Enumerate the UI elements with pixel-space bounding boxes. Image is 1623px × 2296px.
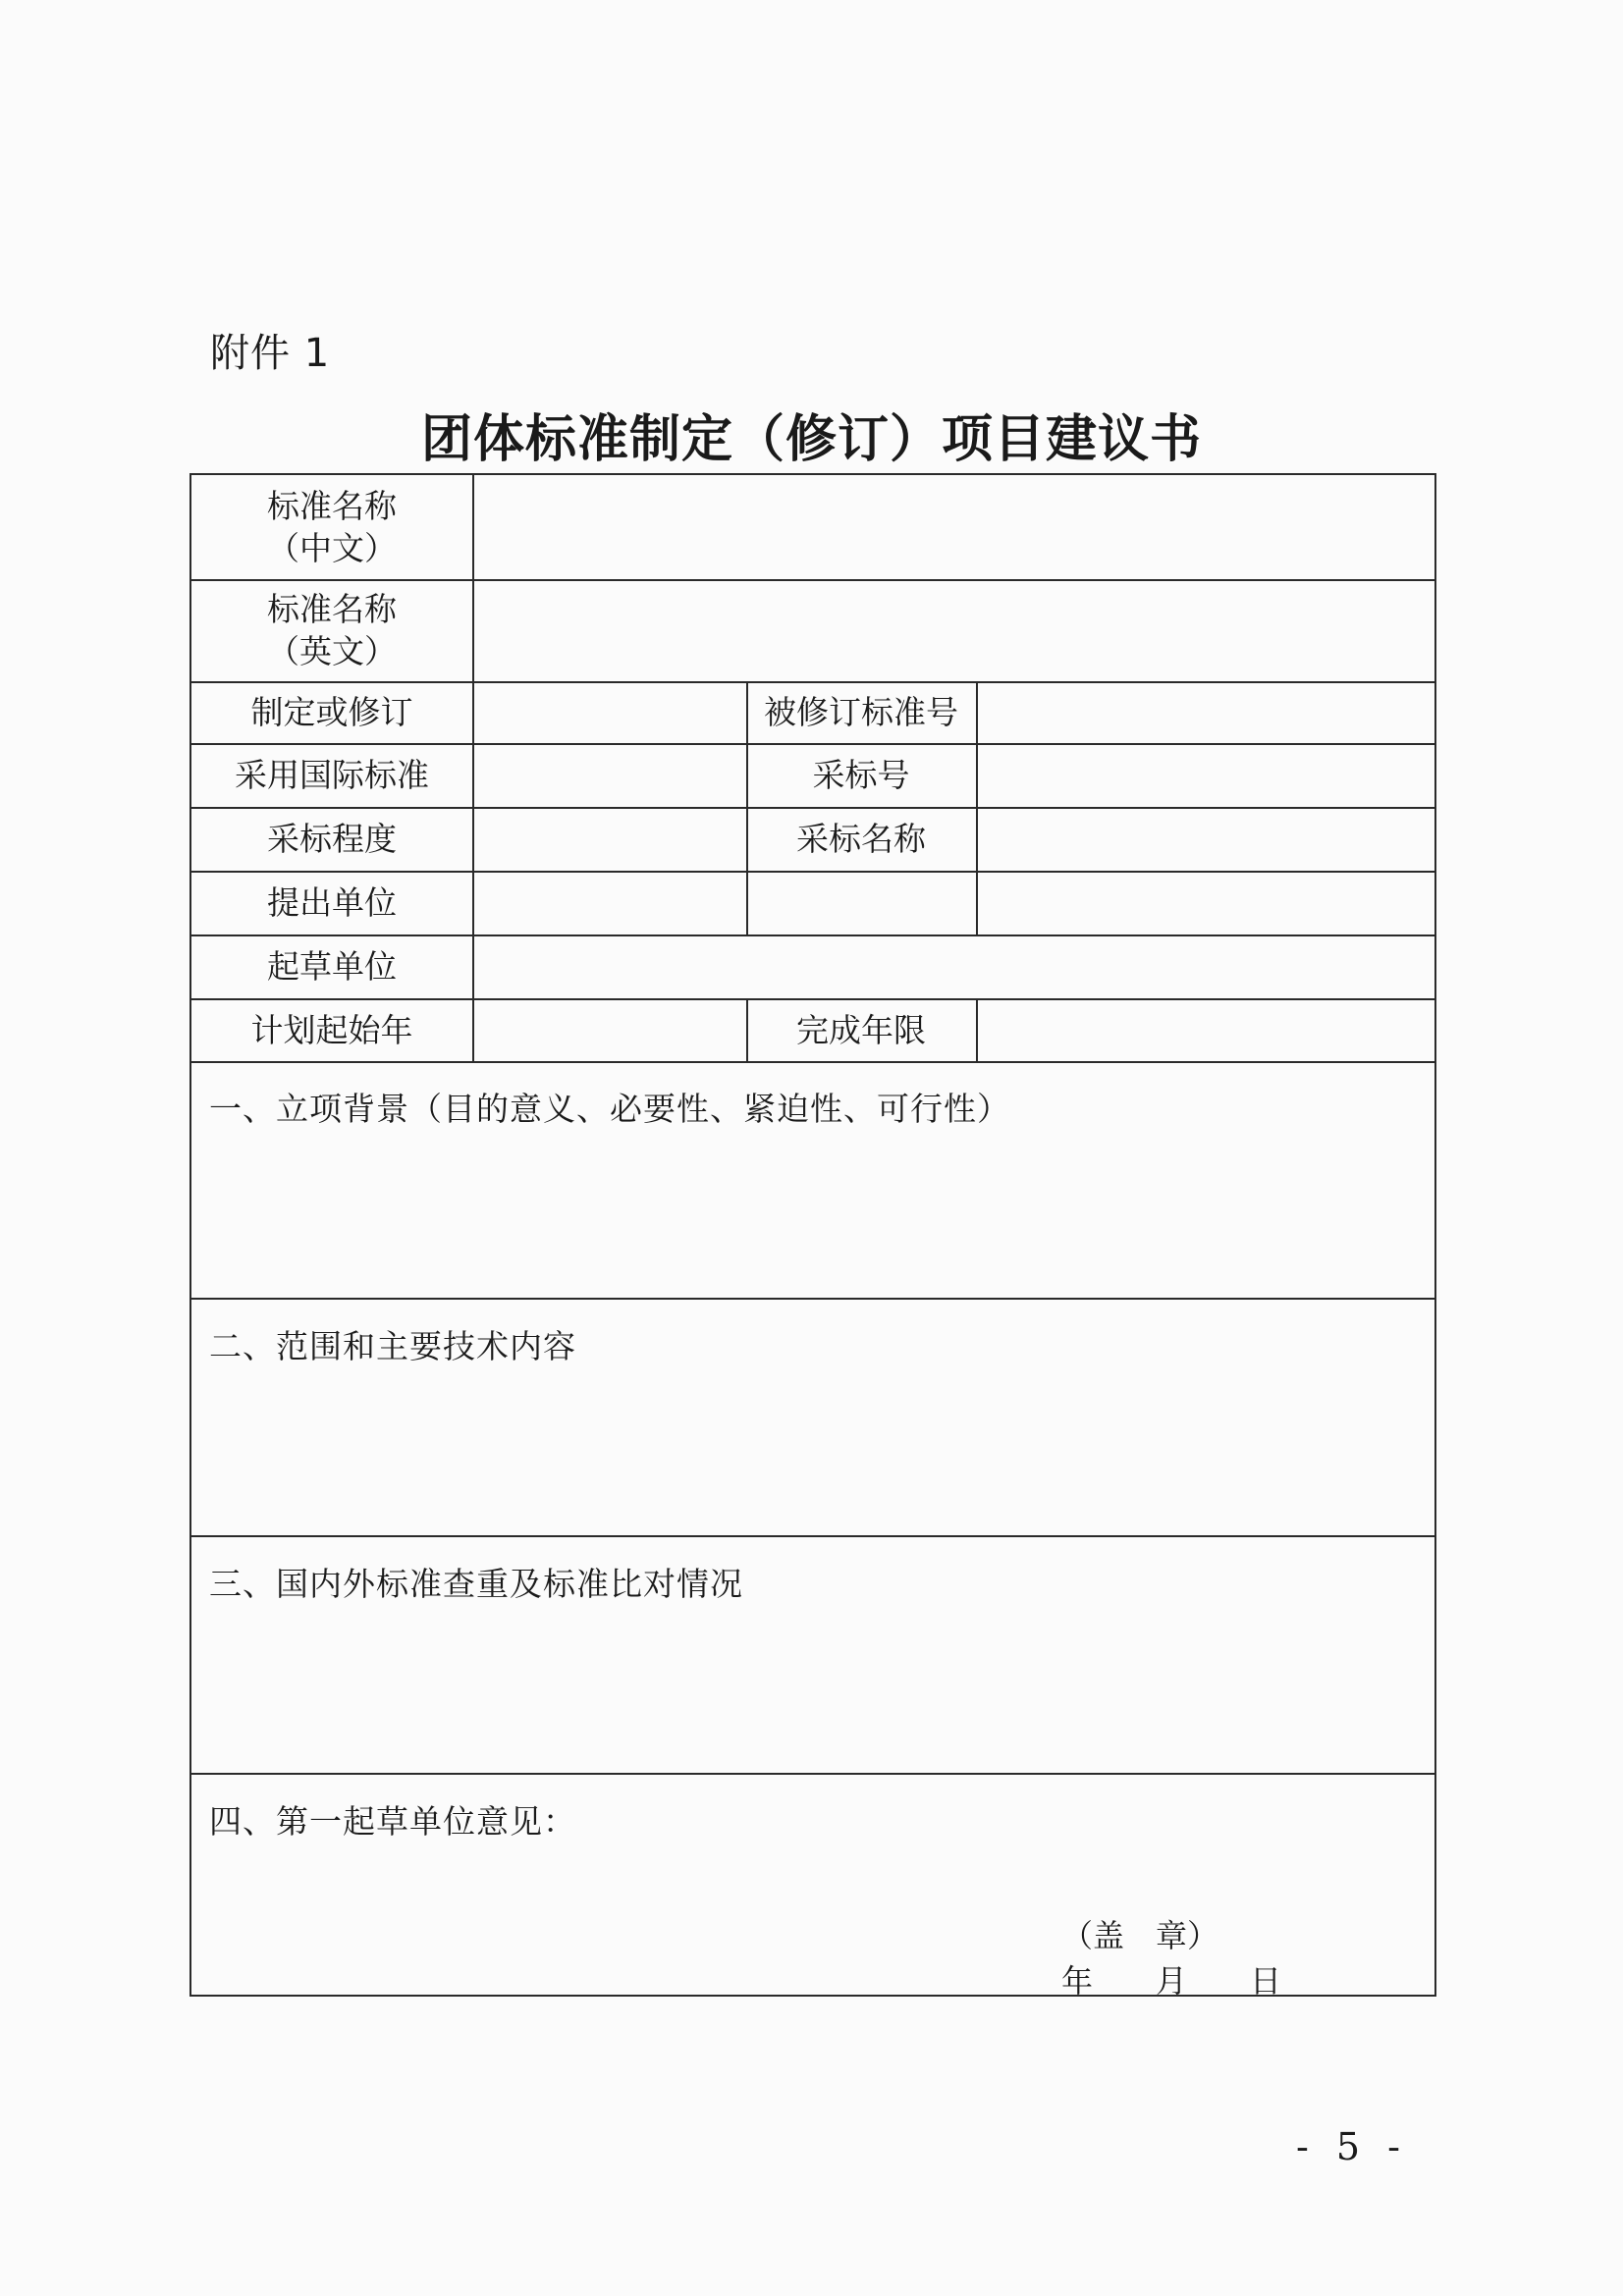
label-name-cn-line1: 标准名称 [267,487,397,525]
label-name-en [191,579,472,681]
row-divider [191,1298,1434,1300]
label-proposer: 提出单位 [267,883,397,922]
field-start-year[interactable] [472,998,746,1061]
attachment-label: 附件 1 [210,331,331,376]
label-adopt-intl: 采用国际标准 [235,756,429,794]
label-draft-or-revise: 制定或修订 [250,693,413,731]
field-deadline[interactable] [976,998,1438,1061]
field-drafter[interactable] [472,934,1438,998]
label-name-cn [191,475,472,579]
row-divider [191,1535,1434,1537]
section-comparison: 三、国内外标准查重及标准比对情况 [209,1565,743,1603]
field-adopt-degree[interactable] [472,807,746,871]
label-adopt-degree: 采标程度 [267,820,397,858]
field-revised-std-no[interactable] [976,681,1438,743]
page-title: 团体标准制定（修订）项目建议书 [420,409,1202,469]
label-deadline: 完成年限 [796,1010,926,1049]
row-divider [191,1773,1434,1775]
section-scope: 二、范围和主要技术内容 [209,1327,576,1365]
field-name-en[interactable] [472,579,1438,681]
seal-area [1061,1913,1281,2003]
label-revised-std-no: 被修订标准号 [764,693,958,731]
field-proposer[interactable] [472,871,1438,934]
page-number: - 5 - [1296,2125,1409,2168]
section-background: 一、立项背景（目的意义、必要性、紧迫性、可行性） [209,1090,1010,1128]
seal-label: （盖 章） [1061,1917,1219,1954]
field-adopt-intl[interactable] [472,743,746,807]
field-draft-or-revise[interactable] [472,681,746,743]
label-drafter: 起草单位 [267,947,397,986]
label-adopt-name: 采标名称 [796,820,926,858]
field-name-cn[interactable] [472,475,1438,579]
proposal-form-table [189,473,1436,2000]
label-adopt-no: 采标号 [812,756,910,794]
label-name-cn-line2: （中文） [267,529,397,567]
field-adopt-name[interactable] [976,807,1438,871]
field-adopt-no[interactable] [976,743,1438,807]
label-name-en-line2: （英文） [267,632,397,670]
label-start-year: 计划起始年 [250,1010,413,1049]
section-first-drafter-opinion: 四、第一起草单位意见： [209,1802,576,1841]
label-name-en-line1: 标准名称 [267,590,397,628]
date-label: 年 月 日 [1061,1962,1282,2000]
row-divider [191,1061,1434,1063]
